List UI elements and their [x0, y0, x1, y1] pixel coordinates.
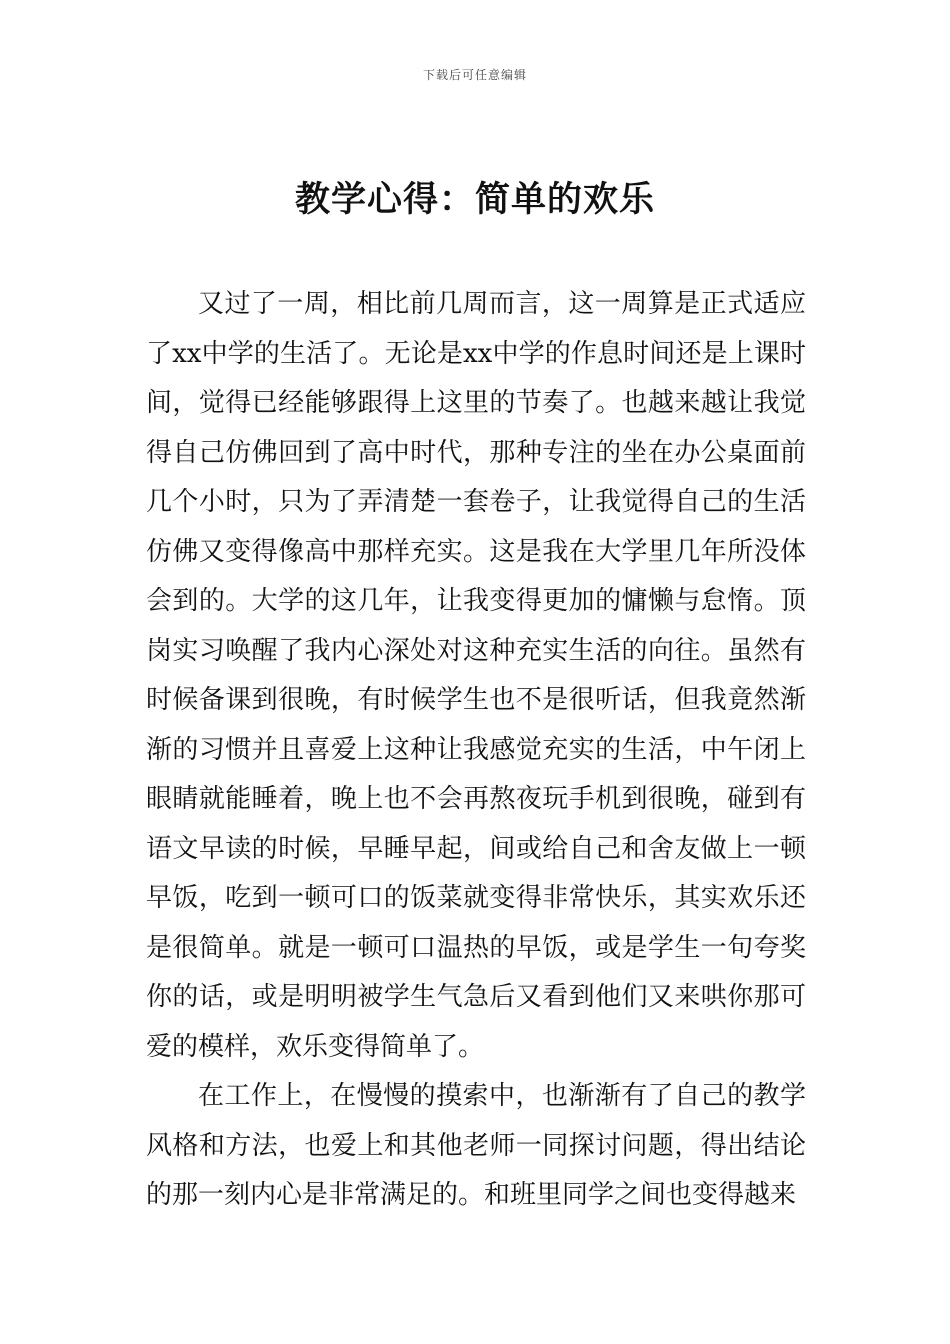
paragraph-2: 在工作上，在慢慢的摸索中，也渐渐有了自己的教学风格和方法，也爱上和其他老师一同探讨问题，得出结论的那一刻内心是非常满足的。和班里同学之间也变得越来 [146, 1081, 806, 1210]
header-note: 下载后可任意编辑 [422, 68, 527, 82]
document-body [146, 280, 806, 1221]
document-title: 教学心得：简单的欢乐 [294, 180, 655, 220]
paragraph-1: 又过了一周，相比前几周而言，这一周算是正式适应了xx中学的生活了。无论是xx中学的作息时间还是上课时间，觉得已经能够跟得上这里的节奏了。也越来越让我觉得自己仿佛回到了高中时代，那种专注的坐在办公桌面前几个小时，只为了弄清楚一套卷子，让我觉得自己的生活仿佛又变得像高中那样充实。这是我在大学里几年所没体会到的。大学的这几年，让我变得更加的慵懒与怠惰。顶岗实习唤醒了我内心深处对这种充实生活的向往。虽然有时候备课到很晚，有时候学生也不是很听话，但我竟然渐渐的习惯并且喜爱上这种让我感觉充实的生活，中午闭上眼睛就能睡着，晚上也不会再熬夜玩手机到很晚，碰到有语文早读的时候，早睡早起，间或给自己和舍友做上一顿早饭，吃到一顿可口的饭菜就变得非常快乐，其实欢乐还是很简单。就是一顿可口温热的早饭，或是学生一句夸奖你的话，或是明明被学生气急后又看到他们又来哄你那可爱的模样，欢乐变得简单了。 [146, 289, 806, 1062]
